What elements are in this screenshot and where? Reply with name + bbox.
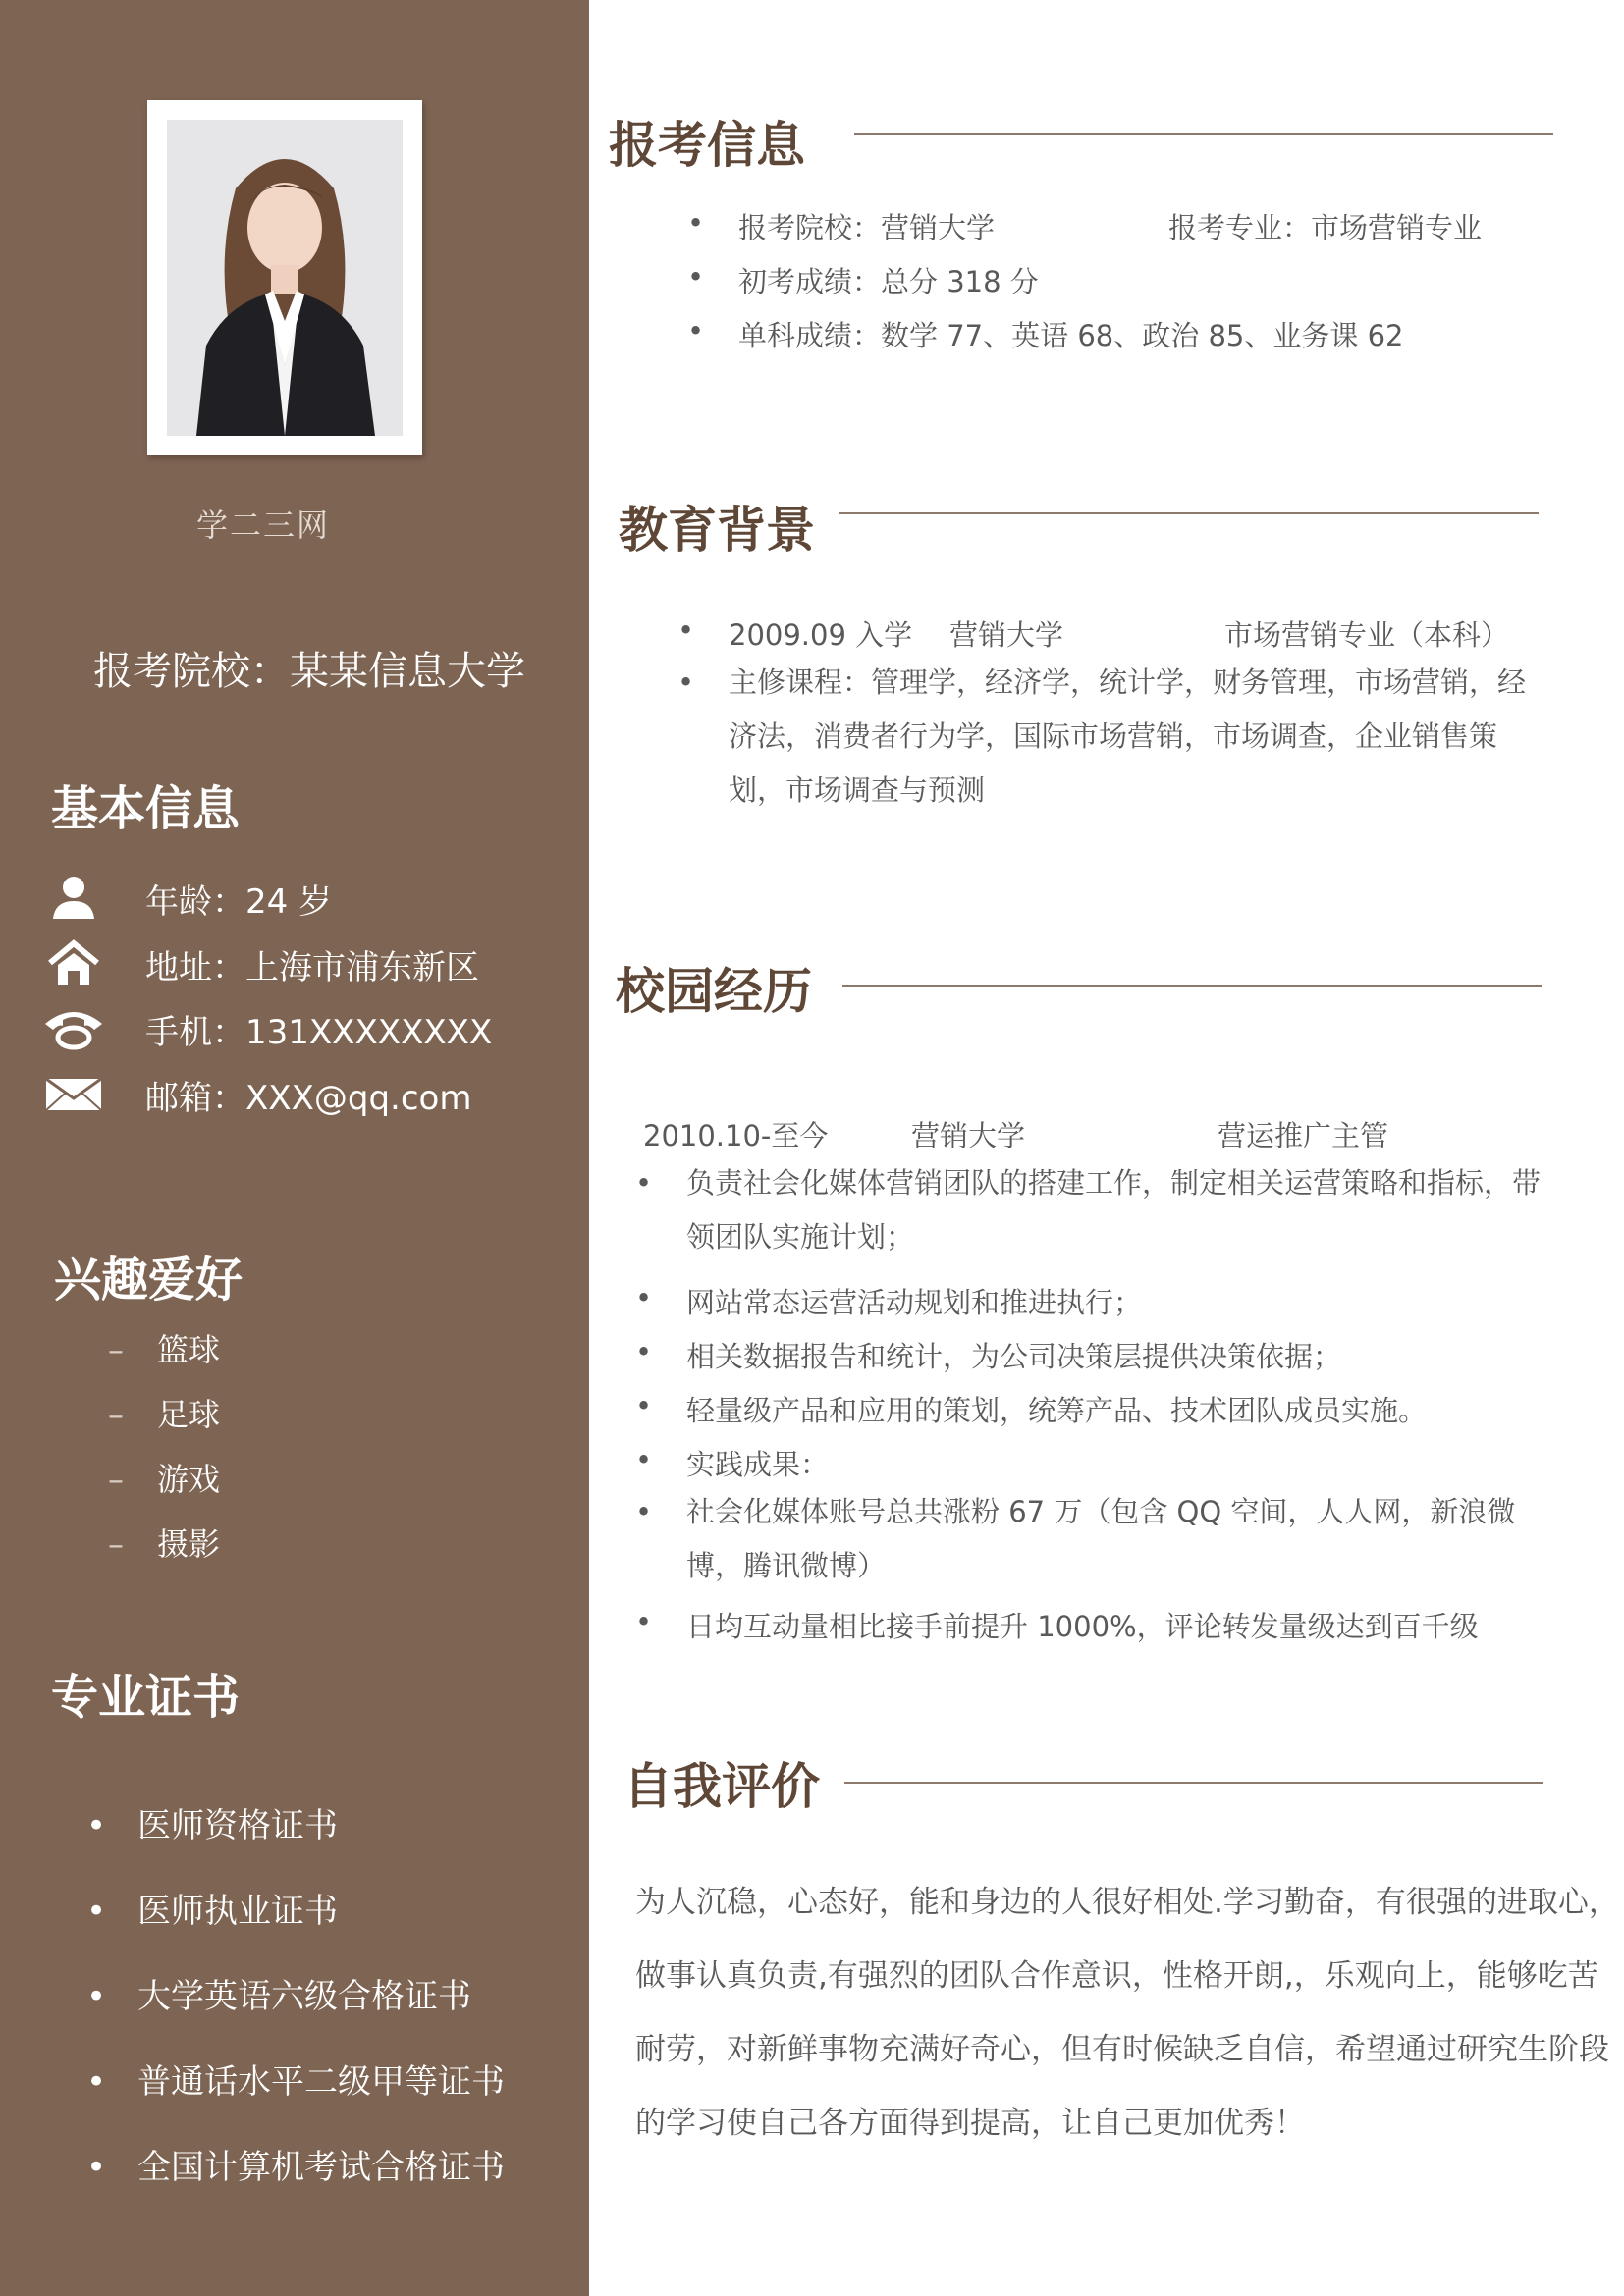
campus-bullet: • 相关数据报告和统计，为公司决策层提供决策依据； <box>635 1335 1342 1373</box>
hobbies-heading: 兴趣爱好 <box>54 1253 244 1308</box>
certificate-item: • 普通话水平二级甲等证书 <box>86 2062 505 2102</box>
info-age-text: 年龄：24 岁 <box>145 881 333 922</box>
campus-divider <box>842 985 1542 987</box>
exam-info-divider <box>854 133 1553 135</box>
info-phone-text: 手机：131XXXXXXXX <box>145 1012 493 1052</box>
exam-info-title: 报考信息 <box>609 117 805 174</box>
info-email-text: 邮箱：XXX@qq.com <box>145 1078 472 1118</box>
info-address <box>39 934 479 993</box>
certificate-item: • 医师执业证书 <box>86 1892 338 1931</box>
education-major: 市场营销专业（本科） <box>1224 618 1510 652</box>
self-eval-line: 做事认真负责,有强烈的团队合作意识，性格开朗,，乐观向上，能够吃苦 <box>635 1958 1598 1994</box>
campus-bullet: • 轻量级产品和应用的策划，统筹产品、技术团队成员实施。 <box>635 1389 1428 1427</box>
info-email <box>39 1065 471 1124</box>
campus-bullet: • 实践成果： <box>635 1443 830 1481</box>
mail-icon <box>39 1065 108 1124</box>
campus-bullet: • 负责社会化媒体营销团队的搭建工作，制定相关运营策略和指标，带领团队实施计划； <box>635 1166 1542 1254</box>
campus-date: 2010.10-至今 <box>643 1119 829 1152</box>
campus-role: 营运推广主管 <box>1218 1119 1389 1152</box>
candidate-name: 学二三网 <box>196 507 331 544</box>
education-title: 教育背景 <box>619 502 815 559</box>
profile-photo-frame <box>147 100 422 455</box>
info-phone <box>39 999 492 1058</box>
hobby-item: – 摄影 <box>108 1525 221 1563</box>
hobby-item: – 篮球 <box>108 1331 221 1368</box>
certificate-item: • 大学英语六级合格证书 <box>86 1977 471 2016</box>
certificates-heading: 专业证书 <box>51 1670 241 1725</box>
education-school: 营销大学 <box>949 618 1064 652</box>
campus-bullet: • 网站常态运营活动规划和推进执行； <box>635 1281 1143 1319</box>
exam-school: • 报考院校：营销大学 <box>687 206 996 244</box>
info-age <box>39 869 332 928</box>
person-icon <box>39 869 108 928</box>
profile-photo <box>167 120 403 436</box>
phone-icon <box>39 999 108 1058</box>
hobby-item: – 足球 <box>108 1396 221 1433</box>
home-icon <box>39 934 108 993</box>
campus-org: 营销大学 <box>911 1119 1026 1152</box>
self-eval-line: 的学习使自己各方面得到提高，让自己更加优秀！ <box>635 2106 1305 2141</box>
exam-total-score: • 初考成绩：总分 318 分 <box>687 260 1039 298</box>
education-courses: • 主修课程：管理学，经济学，统计学，财务管理，市场营销，经济法，消费者行为学，国际市场营销，市场调查，企业销售策划，市场调查与预测 <box>677 666 1527 807</box>
info-address-text: 地址：上海市浦东新区 <box>145 947 479 988</box>
exam-major: 报考专业：市场营销专业 <box>1168 211 1483 244</box>
education-divider <box>839 512 1539 514</box>
portrait-illustration <box>167 120 403 436</box>
self-eval-title: 自我评价 <box>623 1758 820 1815</box>
campus-title: 校园经历 <box>616 963 812 1020</box>
campus-bullet: • 社会化媒体账号总共涨粉 67 万（包含 QQ 空间，人人网，新浪微博，腾讯微博） <box>635 1495 1516 1582</box>
basic-info-heading: 基本信息 <box>51 781 241 836</box>
sidebar <box>0 0 589 2296</box>
target-school-line: 报考院校：某某信息大学 <box>93 649 525 694</box>
self-eval-line: 为人沉稳，心态好，能和身边的人很好相处.学习勤奋，有很强的进取心， <box>635 1885 1619 1920</box>
exam-subject-scores: • 单科成绩：数学 77、英语 68、政治 85、业务课 62 <box>687 314 1404 352</box>
self-eval-divider <box>844 1782 1543 1784</box>
certificate-item: • 全国计算机考试合格证书 <box>86 2148 505 2187</box>
hobby-item: – 游戏 <box>108 1461 221 1498</box>
certificate-item: • 医师资格证书 <box>86 1806 338 1845</box>
education-entry: • 2009.09 入学 <box>677 614 913 652</box>
campus-bullet: • 日均互动量相比接手前提升 1000%，评论转发量级达到百千级 <box>635 1605 1479 1643</box>
self-eval-line: 耐劳，对新鲜事物充满好奇心，但有时候缺乏自信，希望通过研究生阶段 <box>635 2032 1609 2067</box>
